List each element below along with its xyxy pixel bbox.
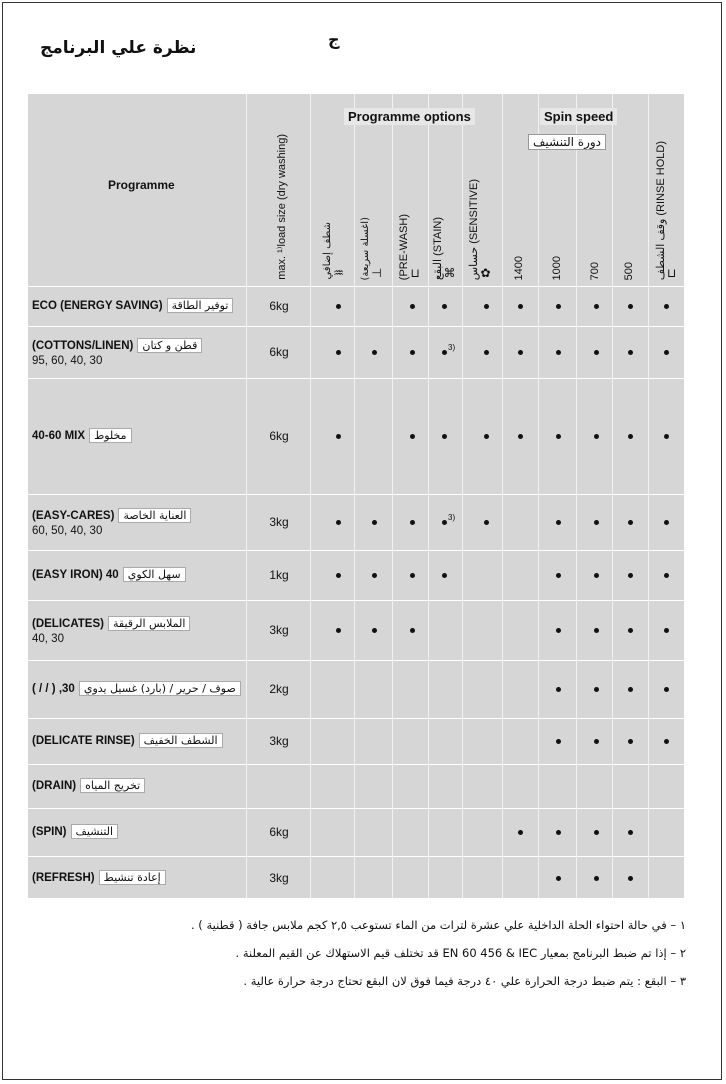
load-size: 2kg <box>269 682 289 696</box>
programme-name <box>32 778 272 795</box>
option-dot <box>556 520 561 525</box>
footnote-ref: 3) <box>448 513 456 522</box>
option-dot <box>628 739 633 744</box>
table-gridline <box>310 94 311 898</box>
option-dot <box>556 628 561 633</box>
table-gridline <box>28 808 684 809</box>
programme-label: (COTTONS/LINEN) <box>32 340 134 352</box>
load-size: 6kg <box>269 429 289 443</box>
programme-label: ( / / ) ,30 <box>32 683 75 695</box>
option-dot <box>628 830 633 835</box>
programme-label: (EASY-CARES) <box>32 510 115 522</box>
programme-name <box>32 681 272 698</box>
table-gridline <box>28 600 684 601</box>
option-dot <box>628 573 633 578</box>
table-gridline <box>648 94 649 898</box>
option-dot <box>664 520 669 525</box>
header-speed-700: 700 <box>589 261 601 280</box>
option-dot <box>410 304 415 309</box>
page-title: نظرة علي البرنامج <box>40 38 197 58</box>
load-size: 3kg <box>269 734 289 748</box>
option-dot <box>410 573 415 578</box>
programme-label-ar: توفير الطاقة <box>167 298 234 313</box>
option-dot <box>664 687 669 692</box>
programme-label: (DRAIN) <box>32 780 77 792</box>
option-dot <box>628 628 633 633</box>
option-dot <box>594 628 599 633</box>
footnote-3: ٣ – البقع : يتم ضبط درجة الحرارة علي ٤٠ درجة فيما فوق لان البقع تحتاج درجة حرارة عالية . <box>243 974 686 988</box>
header-programme: Programme <box>108 178 175 192</box>
option-dot <box>410 434 415 439</box>
option-dot <box>518 434 523 439</box>
option-dot <box>518 350 523 355</box>
option-dot <box>664 434 669 439</box>
option-dot <box>518 304 523 309</box>
load-size: 3kg <box>269 623 289 637</box>
load-size: 6kg <box>269 825 289 839</box>
table-gridline <box>28 550 684 551</box>
programme-name <box>32 824 272 841</box>
header-spin-speed: Spin speed <box>540 108 617 125</box>
option-dot <box>594 350 599 355</box>
programme-temps: 40, 30 <box>32 633 64 645</box>
load-size: 3kg <box>269 515 289 529</box>
option-dot <box>628 876 633 881</box>
table-gridline <box>392 94 393 898</box>
programme-label: 40-60 MIX <box>32 430 86 442</box>
option-dot <box>442 304 447 309</box>
option-dot <box>594 434 599 439</box>
option-dot <box>664 739 669 744</box>
table-gridline <box>28 494 684 495</box>
option-dot <box>556 687 561 692</box>
programme-label-ar: التنشيف <box>71 824 119 839</box>
footnote-ref: 3) <box>448 343 456 352</box>
option-dot <box>410 350 415 355</box>
option-dot <box>372 573 377 578</box>
programme-name <box>32 567 272 584</box>
option-dot <box>518 830 523 835</box>
programme-name <box>32 616 272 645</box>
programme-label: (DELICATES) <box>32 618 104 630</box>
programme-label: (REFRESH) <box>32 872 95 884</box>
option-dot <box>336 304 341 309</box>
option-dot <box>556 830 561 835</box>
option-dot <box>594 520 599 525</box>
option-dot <box>484 350 489 355</box>
option-dot <box>594 687 599 692</box>
footnote-2: ٢ – إذا تم ضبط البرنامج بمعيار EN 60 456 & IEC قد تختلف قيم الاستهلاك عن القيم المعلنة . <box>235 946 686 960</box>
option-dot <box>484 520 489 525</box>
option-dot <box>664 628 669 633</box>
option-dot <box>442 573 447 578</box>
option-dot <box>664 350 669 355</box>
option-dot <box>594 573 599 578</box>
option-dot <box>556 739 561 744</box>
option-dot <box>336 520 341 525</box>
load-size: 6kg <box>269 345 289 359</box>
programme-name <box>32 428 272 445</box>
option-dot <box>372 628 377 633</box>
programme-label: (EASY IRON) 40 <box>32 569 119 581</box>
table-gridline <box>538 94 539 898</box>
load-size: 3kg <box>269 871 289 885</box>
stain-icon: ⌘ <box>443 266 456 280</box>
table-gridline <box>28 326 684 327</box>
option-dot <box>484 304 489 309</box>
table-gridline <box>28 718 684 719</box>
option-dot <box>628 687 633 692</box>
option-dot <box>556 573 561 578</box>
programme-label: ECO (ENERGY SAVING) <box>32 300 163 312</box>
rinse-hold-icon: ⊔ <box>666 266 677 280</box>
programme-name <box>32 870 272 887</box>
programme-name <box>32 508 272 537</box>
option-dot <box>628 434 633 439</box>
table-gridline <box>354 94 355 898</box>
table-gridline <box>28 286 684 287</box>
option-dot <box>336 628 341 633</box>
quick-wash-icon: ⊣ <box>371 266 382 280</box>
option-dot <box>336 573 341 578</box>
programme-label-ar: إعادة تنشيط <box>99 870 166 885</box>
footnote-1: ١ – في حالة احتواء الحلة الداخلية علي عشرة لترات من الماء تستوعب ٢,٥ كجم ملابس جافة ( قطنية ) . <box>191 918 686 932</box>
table-gridline <box>502 94 503 898</box>
option-dot <box>556 434 561 439</box>
header-option-3: (PRE-WASH) ⊔ <box>398 213 420 280</box>
plus-rinse-icon: ♒ <box>333 266 344 280</box>
option-dot <box>442 520 447 525</box>
header-spin-speed-ar: دورة التنشيف <box>528 134 606 150</box>
option-dot <box>372 350 377 355</box>
load-size: 6kg <box>269 299 289 313</box>
programme-name <box>32 338 272 367</box>
header-rinse-hold: وقف الشطف (RINSE HOLD) ⊔ <box>654 140 677 280</box>
table-gridline <box>28 898 684 899</box>
option-dot <box>594 739 599 744</box>
programme-label-ar: سهل الكوي <box>123 567 186 582</box>
option-dot <box>628 520 633 525</box>
header-speed-1400: 1400 <box>513 255 525 280</box>
programme-label-ar: العناية الخاصة <box>118 508 191 523</box>
option-dot <box>556 304 561 309</box>
programme-label-ar: الشطف الخفيف <box>139 733 223 748</box>
programme-label-ar: قطن و كتان <box>137 338 202 353</box>
option-dot <box>556 350 561 355</box>
option-dot <box>336 434 341 439</box>
table-gridline <box>28 764 684 765</box>
programme-temps: 95, 60, 40, 30 <box>32 355 103 367</box>
table-gridline <box>28 856 684 857</box>
programme-label-ar: مخلوط <box>89 428 132 443</box>
programme-label-ar: صوف / حرير / (بارد) غسيل يدوي <box>79 681 241 696</box>
header-speed-500: 500 <box>623 261 635 280</box>
header-option-1: شطف إضافي ♒ <box>322 222 344 280</box>
header-speed-1000: 1000 <box>551 255 563 280</box>
table-gridline <box>576 94 577 898</box>
option-dot <box>628 350 633 355</box>
header-programme-options: Programme options <box>344 108 475 125</box>
programme-name <box>32 733 272 750</box>
table-gridline <box>28 378 684 379</box>
option-dot <box>664 304 669 309</box>
option-dot <box>594 304 599 309</box>
option-dot <box>664 573 669 578</box>
option-dot <box>594 876 599 881</box>
table-gridline <box>28 660 684 661</box>
option-dot <box>372 520 377 525</box>
programme-label-ar: الملابس الرقيقة <box>108 616 190 631</box>
option-dot <box>556 876 561 881</box>
option-dot <box>336 350 341 355</box>
table-gridline <box>462 94 463 898</box>
prewash-icon: ⊔ <box>410 266 420 280</box>
programme-temps: 60, 50, 40, 30 <box>32 525 103 537</box>
header-option-5: حساس (SENSITIVE) ✿ <box>468 178 491 280</box>
option-dot <box>594 830 599 835</box>
programme-label: (DELICATE RINSE) <box>32 735 135 747</box>
programme-name <box>32 298 272 315</box>
option-dot <box>442 350 447 355</box>
load-size: 1kg <box>269 568 289 582</box>
option-dot <box>442 434 447 439</box>
page-mark: ج <box>328 30 340 49</box>
option-dot <box>484 434 489 439</box>
header-option-2: (اغسلة سريعة) ⊣ <box>360 216 382 280</box>
table-gridline <box>612 94 613 898</box>
option-dot <box>628 304 633 309</box>
header-option-4: البقع (STAIN) ⌘ <box>431 216 456 280</box>
option-dot <box>410 520 415 525</box>
header-load-size: max. ¹⁾load size (dry washing) <box>275 134 288 280</box>
table-gridline <box>428 94 429 898</box>
sensitive-icon: ✿ <box>480 266 491 280</box>
option-dot <box>410 628 415 633</box>
programme-label-ar: تخريج المياه <box>80 778 145 793</box>
programme-label: (SPIN) <box>32 826 67 838</box>
